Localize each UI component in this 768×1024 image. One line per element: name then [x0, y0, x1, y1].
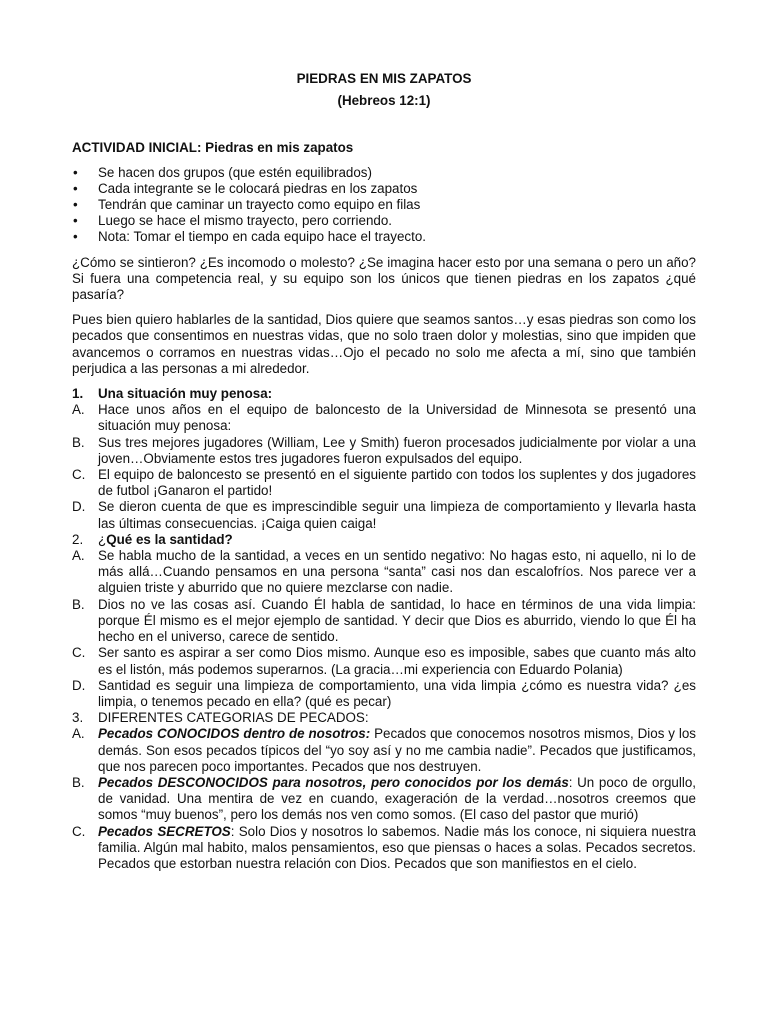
list-item — [72, 775, 696, 824]
item-marker: A. — [72, 726, 85, 742]
list-item — [72, 402, 696, 434]
item-text: : Un poco de orgullo, de vanidad. Una mentira de vez en cuando, exageración de la verdad…nosotros creemos que somos “muy buenos”, pero los demás nos ven como somos. (El caso del pastor que murió) — [98, 774, 696, 823]
list-item — [72, 726, 696, 775]
item-text: Santidad es seguir una limpieza de comportamiento, una vida limpia ¿cómo es nuestra vida? ¿es limpia, o tenemos pecado en ella? (qué es pecar) — [98, 677, 696, 709]
list-item — [72, 548, 696, 597]
item-lead: Pecados SECRETOS — [98, 823, 231, 839]
list-item — [72, 678, 696, 710]
bullet-text: Nota: Tomar el tiempo en cada equipo hace el trayecto. — [98, 229, 427, 245]
item-text: : Solo Dios y nosotros lo sabemos. Nadie más los conoce, ni siquiera nuestra familia. Algún mal habito, malos pensamientos, eso que piensas o haces a solas. Pecados secretos. Pecados que estorban nuestra relación con Dios. Pecados que son manifiestos en el cielo. — [98, 823, 696, 871]
item-text: Se dieron cuenta de que es imprescindible seguir una limpieza de comportamiento y llevarla hasta las últimas consecuencias. ¡Caiga quien caiga! — [98, 499, 696, 531]
bullet-text: Tendrán que caminar un trayecto como equipo en filas — [98, 197, 421, 213]
list-item — [72, 824, 696, 873]
document-subtitle: (Hebreos 12:1) — [337, 93, 431, 109]
list-item — [72, 229, 696, 245]
item-marker: B. — [72, 596, 85, 612]
section-marker: 3. — [72, 710, 84, 726]
bullet-text: Se hacen dos grupos (que estén equilibrados) — [98, 164, 372, 180]
item-marker: D. — [72, 677, 86, 693]
item-marker: C. — [72, 645, 86, 661]
item-marker: C. — [72, 823, 86, 839]
section-title: Una situación muy penosa: — [98, 386, 273, 402]
item-marker: A. — [72, 548, 85, 564]
item-lead: Pecados CONOCIDOS dentro de nosotros: — [98, 726, 371, 742]
paragraph-santidad: Pues bien quiero hablarles de la santidad, Dios quiere que seamos santos…y esas piedras son como los pecados que consentimos en nuestras vidas, que no solo traen dolor y molestias, sino que impiden que avancemos o corramos en nuestras vidas…Ojo el pecado no solo me afecta a mí, sino que también perjudica a las personas a mi alrededor. — [72, 312, 696, 376]
section-heading-3 — [72, 710, 696, 726]
outline-list — [72, 386, 696, 872]
item-text: Sus tres mejores jugadores (William, Lee y Smith) fueron procesados judicialmente por violar a una joven…Obviamente estos tres jugadores fueron expulsados del equipo. — [98, 434, 696, 466]
list-item — [72, 645, 696, 677]
bullet-icon: • — [73, 164, 78, 180]
bullet-text: Luego se hace el mismo trayecto, pero corriendo. — [98, 213, 393, 229]
activity-title: Piedras en mis zapatos — [201, 140, 354, 156]
activity-label: ACTIVIDAD INICIAL: — [72, 140, 202, 156]
list-item — [72, 467, 696, 499]
item-text: Pecados que conocemos nosotros mismos, Dios y los demás. Son esos pecados típicos del “yo soy así y no me cambia nadie”. Pecados que justificamos, que nos parecen poco importantes. Pecados que nos destruyen. — [98, 726, 696, 774]
item-marker: B. — [72, 774, 85, 790]
item-text: El equipo de baloncesto se presentó en el siguiente partido con todos los suplentes y dos jugadores de futbol ¡Ganaron el partido! — [98, 467, 696, 499]
list-item — [72, 597, 696, 646]
bullet-icon: • — [73, 213, 78, 229]
item-text: Ser santo es aspirar a ser como Dios mismo. Aunque eso es imposible, sabes que cuanto más alto es el listón, más podemos superarnos. (La gracia…mi experiencia con Eduardo Polania) — [98, 645, 696, 677]
section-heading-2 — [72, 532, 696, 548]
document-title: PIEDRAS EN MIS ZAPATOS — [296, 71, 472, 86]
section-title-prefix: ¿ — [98, 531, 107, 547]
item-lead: Pecados DESCONOCIDOS para nosotros, pero conocidos por los demás — [98, 774, 569, 790]
activity-bullet-list — [72, 165, 696, 246]
list-item — [72, 181, 696, 197]
list-item — [72, 435, 696, 467]
bullet-icon: • — [73, 229, 78, 245]
bullet-icon: • — [73, 180, 78, 196]
item-marker: A. — [72, 402, 85, 418]
list-item — [72, 499, 696, 531]
section-title: DIFERENTES CATEGORIAS DE PECADOS: — [98, 710, 369, 726]
item-text: Hace unos años en el equipo de baloncesto de la Universidad de Minnesota se presentó una situación muy penosa: — [98, 402, 696, 434]
bullet-text: Cada integrante se le colocará piedras en los zapatos — [98, 180, 418, 196]
section-marker: 1. — [72, 386, 84, 402]
section-heading-1 — [72, 386, 696, 402]
section-title: Qué es la santidad? — [106, 531, 233, 547]
list-item — [72, 197, 696, 213]
item-marker: B. — [72, 434, 85, 450]
item-text: Dios no ve las cosas así. Cuando Él habla de santidad, lo hace en términos de una vida limpia: porque Él mismo es el mejor ejemplo de santidad. Y decir que Dios es aburrido, viendo lo que Él ha hecho en el universo, carece de sentido. — [98, 596, 696, 645]
paragraph-questions: ¿Cómo se sintieron? ¿Es incomodo o molesto? ¿Se imagina hacer esto por una semana o pero un año? Si fuera una competencia real, y su equipo son los únicos que tienen piedras en los zapatos ¿qué pasaría? — [72, 254, 696, 303]
item-marker: D. — [72, 499, 86, 515]
list-item — [72, 165, 696, 181]
item-text: Se habla mucho de la santidad, a veces en un sentido negativo: No hagas esto, ni aquello, ni lo de más allá…Cuando pensamos en una persona “santa” casi nos dan escalofríos. Nos parece ver a alguien triste y aburrido que no quiere mezclarse con nadie. — [98, 548, 696, 596]
activity-heading — [72, 140, 696, 156]
list-item — [72, 213, 696, 229]
bullet-icon: • — [73, 197, 78, 213]
item-marker: C. — [72, 467, 86, 483]
section-marker: 2. — [72, 531, 84, 547]
